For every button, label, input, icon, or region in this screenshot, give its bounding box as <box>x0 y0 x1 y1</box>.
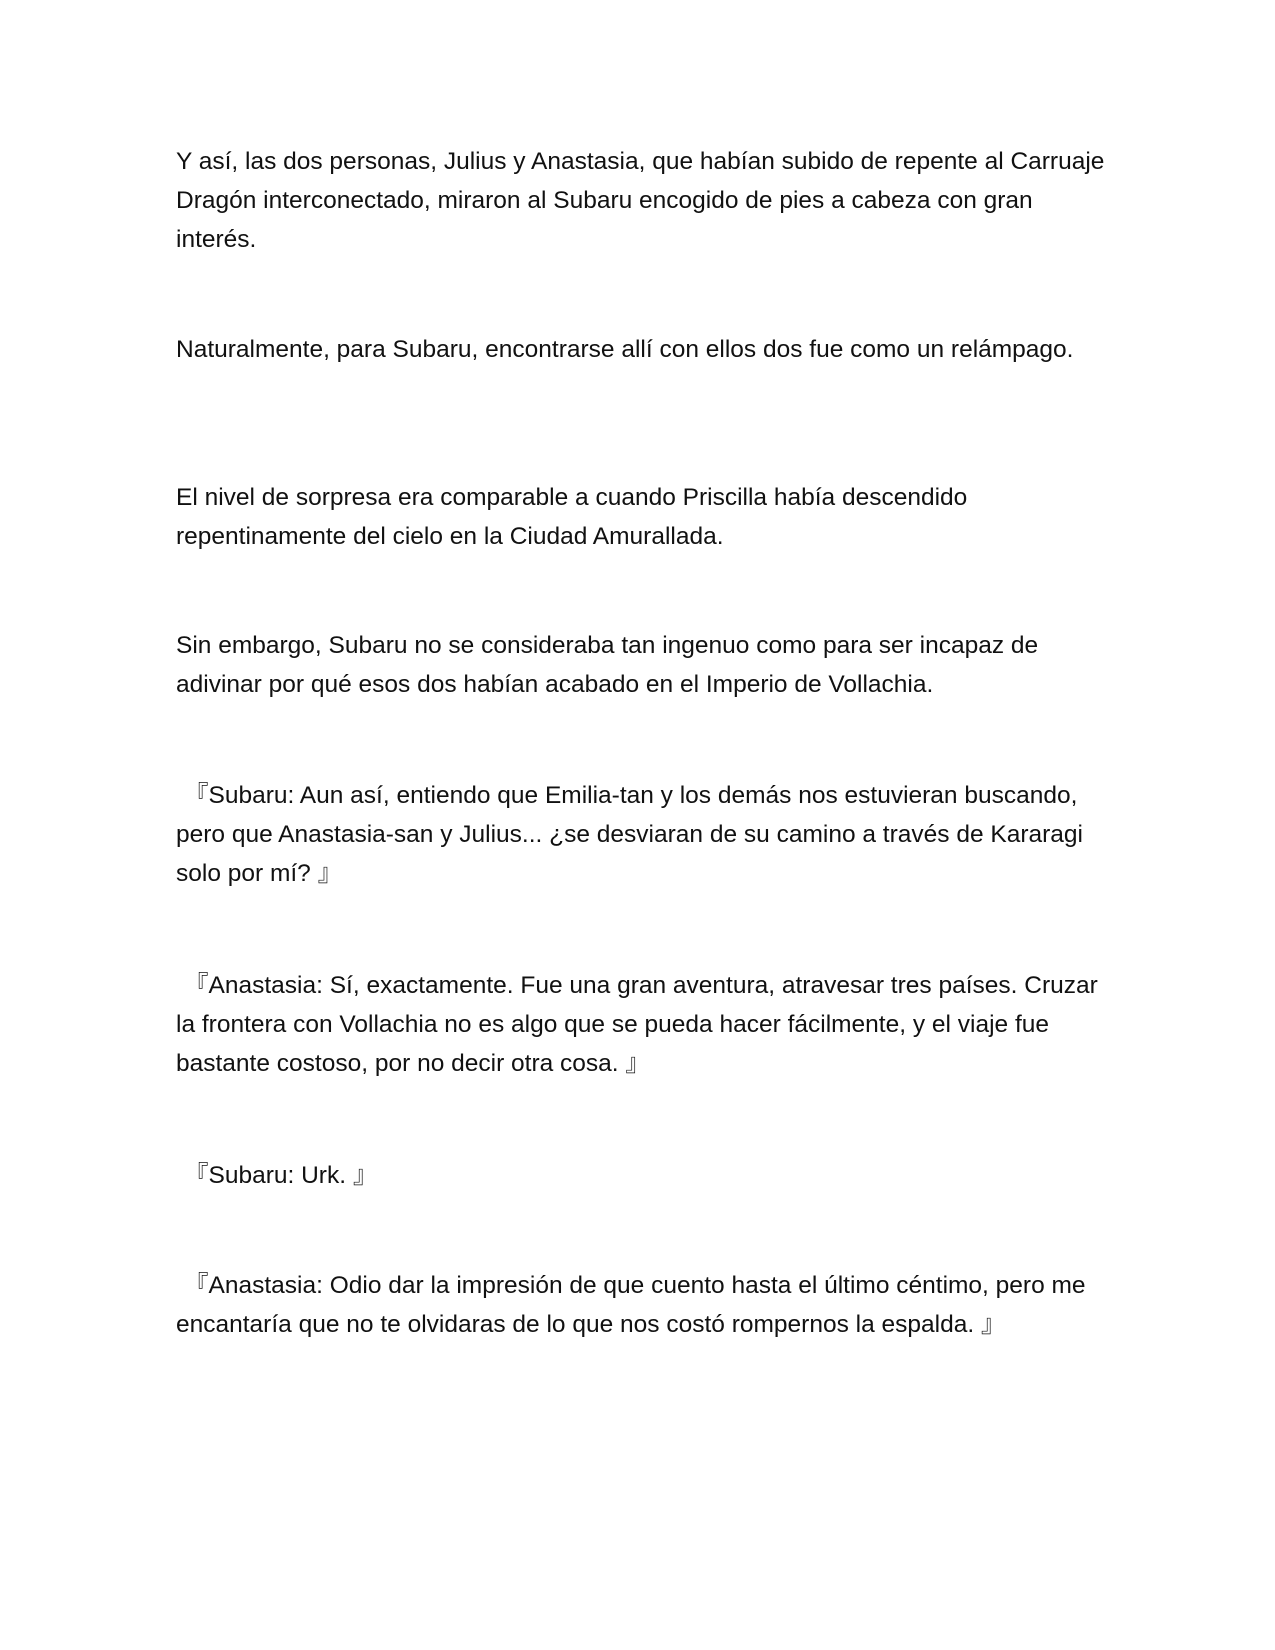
paragraph-narration-2: Naturalmente, para Subaru, encontrarse allí con ellos dos fue como un relámpago. <box>176 336 1074 363</box>
paragraph-narration-4: Sin embargo, Subaru no se consideraba tan ingenuo como para ser incapaz de adivinar por qué esos dos habían acabado en el Imperio de Vollachia. <box>176 632 1039 698</box>
paragraph-narration-1: Y así, las dos personas, Julius y Anastasia, que habían subido de repente al Carruaje Dragón interconectado, miraron al Subaru encogido de pies a cabeza con gran interés. <box>176 148 1105 253</box>
paragraph-dialogue-subaru-1: 『Subaru: Aun así, entiendo que Emilia-tan y los demás nos estuvieran buscando, pero que Anastasia-san y Julius... ¿se desviaran de su camino a través de Kararagi solo por mí? 』 <box>176 782 1083 887</box>
paragraph-dialogue-anastasia-1: 『Anastasia: Sí, exactamente. Fue una gran aventura, atravesar tres países. Cruzar la frontera con Vollachia no es algo que se pueda hacer fácilmente, y el viaje fue bastante costoso, por no decir otra cosa. 』 <box>176 972 1098 1077</box>
paragraph-dialogue-subaru-2: 『Subaru: Urk. 』 <box>184 1162 378 1189</box>
paragraph-dialogue-anastasia-2: 『Anastasia: Odio dar la impresión de que cuento hasta el último céntimo, pero me encantaría que no te olvidaras de lo que nos costó rompernos la espalda. 』 <box>176 1272 1086 1338</box>
paragraph-narration-3: El nivel de sorpresa era comparable a cuando Priscilla había descendido repentinamente del cielo en la Ciudad Amurallada. <box>176 484 968 550</box>
